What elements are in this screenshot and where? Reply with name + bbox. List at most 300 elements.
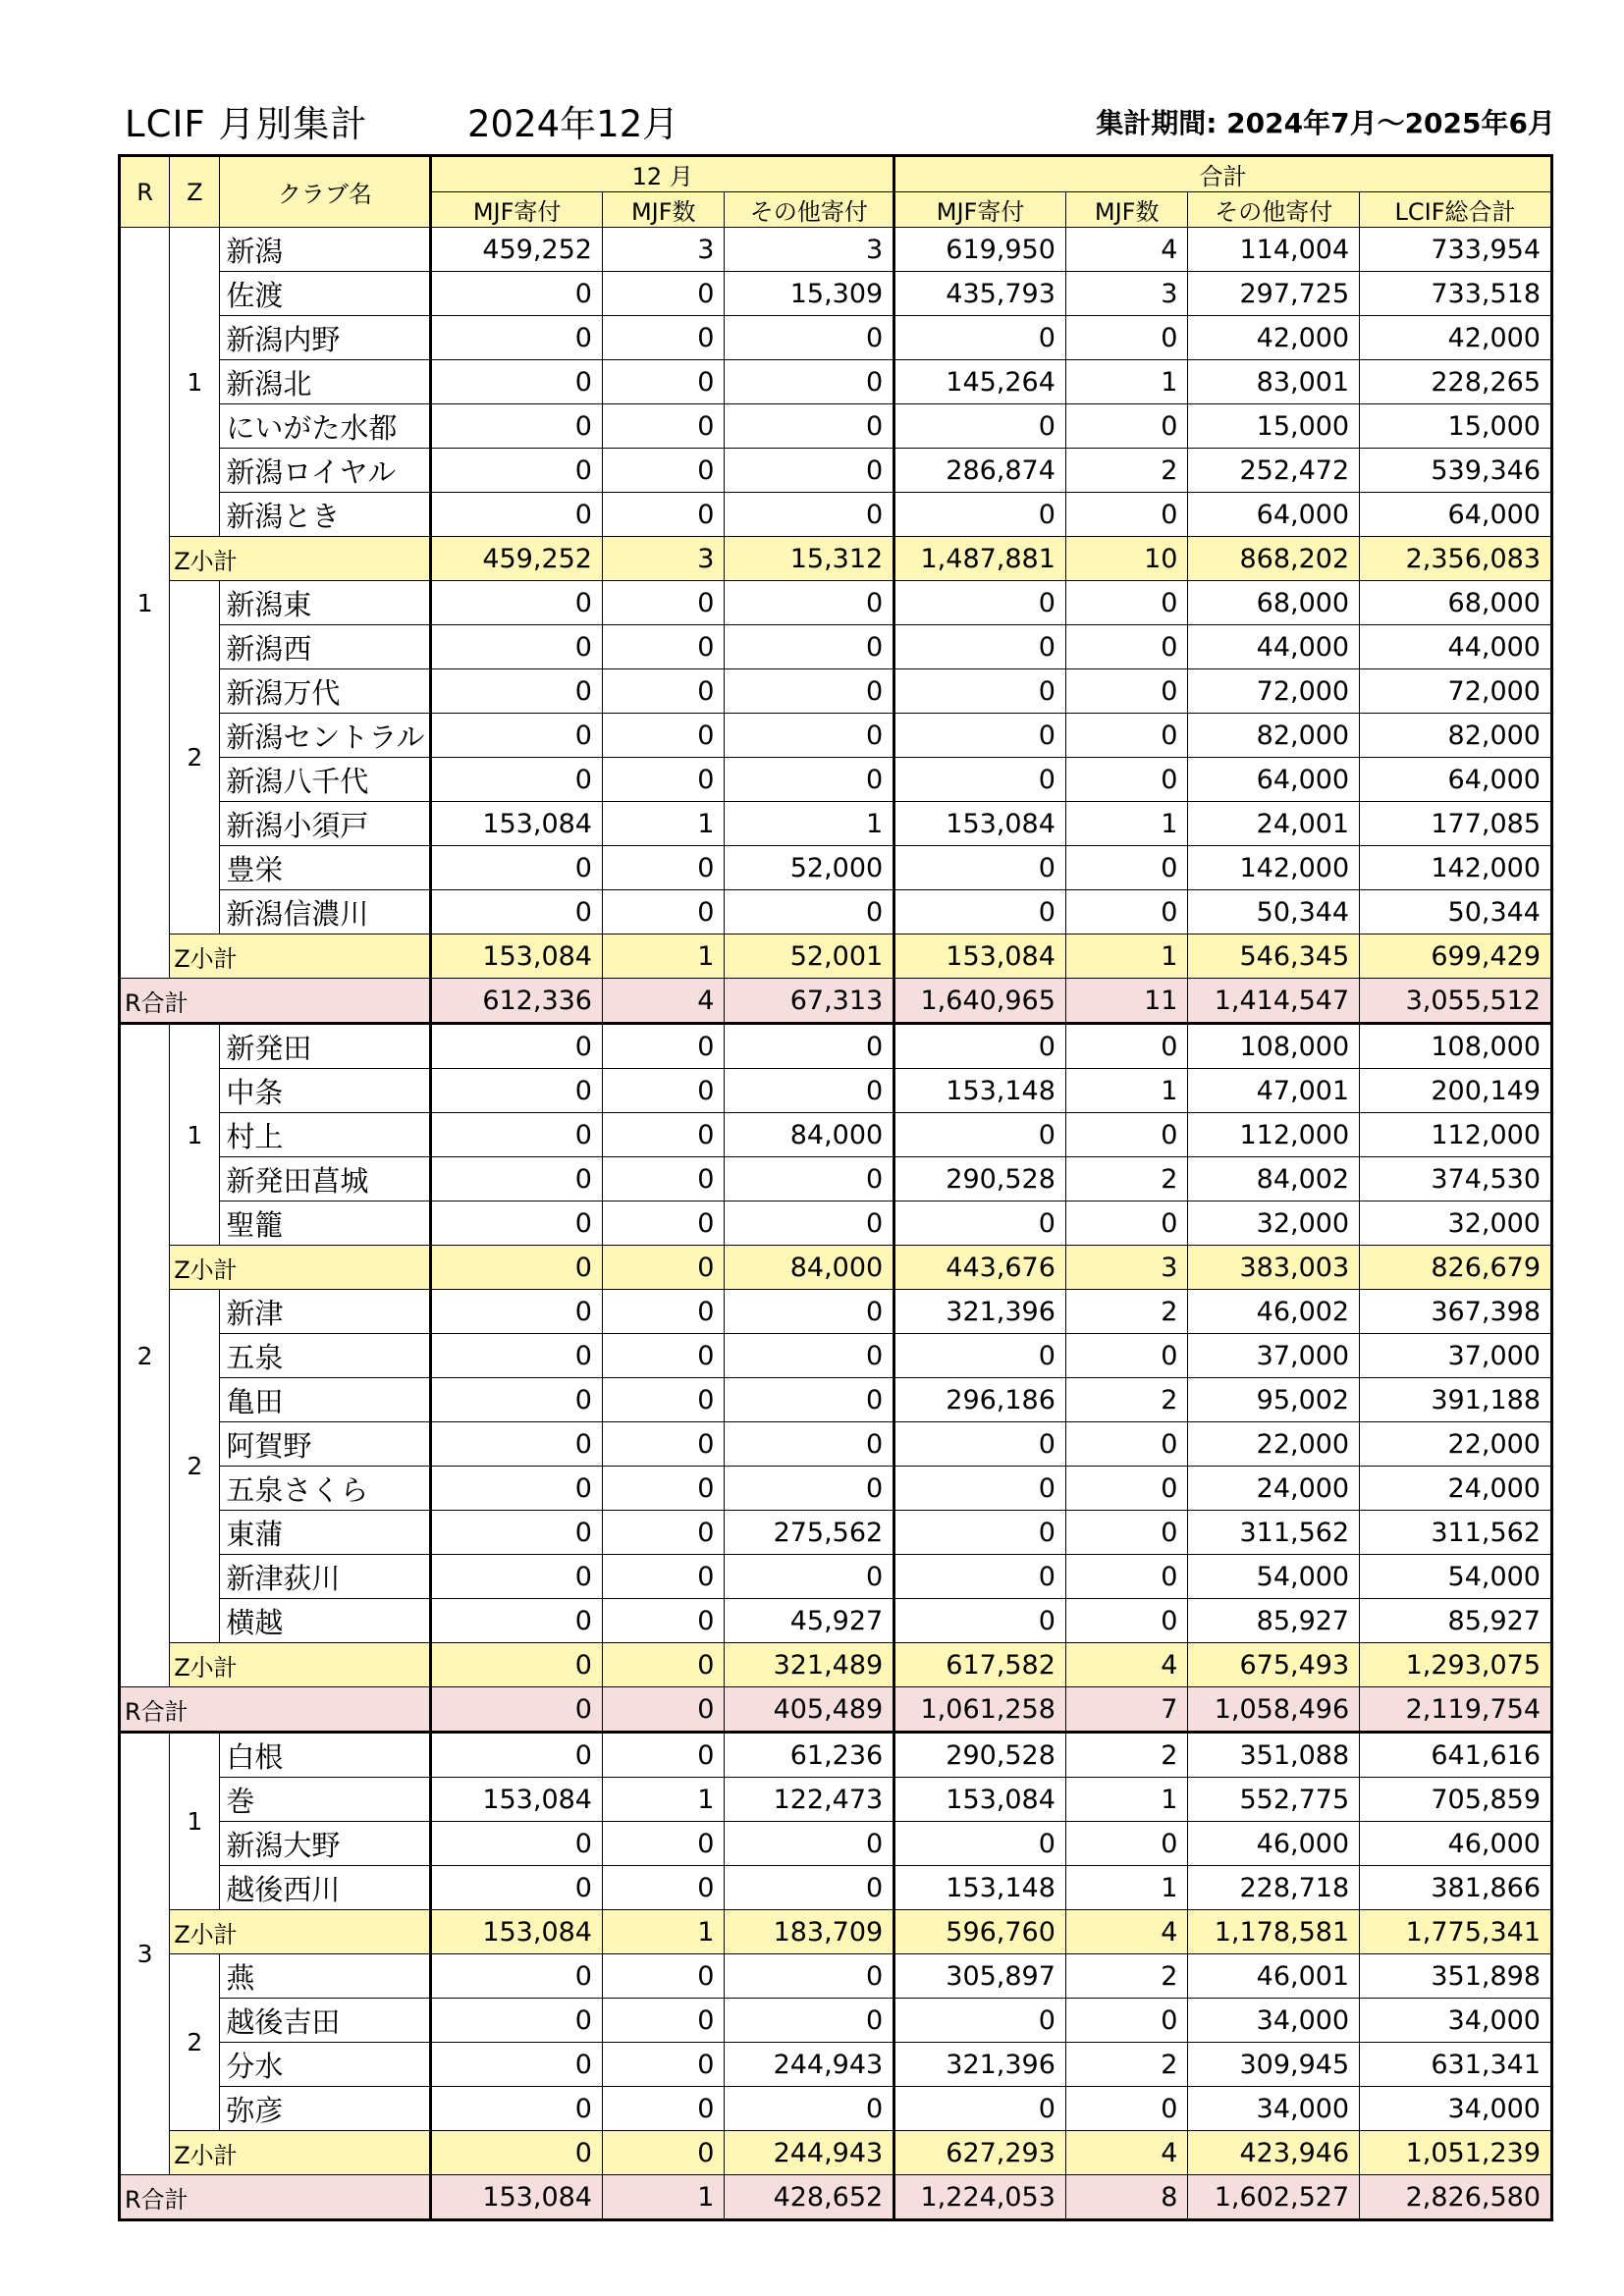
club-name: 白根: [220, 1733, 431, 1778]
club-value-4: 0: [1065, 581, 1188, 625]
club-value-4: 0: [1065, 669, 1188, 714]
table-body: [120, 228, 1552, 2220]
col-header-z: Z: [170, 156, 220, 228]
club-value-1: 0: [602, 404, 725, 449]
table-row: [120, 2087, 1552, 2131]
club-value-0: 0: [431, 1555, 603, 1599]
club-value-3: 0: [894, 1467, 1066, 1511]
col-header-club: クラブ名: [220, 156, 431, 228]
club-value-3: 0: [894, 404, 1066, 449]
club-value-2: 0: [725, 1069, 894, 1113]
zone-subtotal-value-0: 0: [431, 1246, 603, 1290]
club-value-4: 2: [1065, 1378, 1188, 1422]
club-value-2: 0: [725, 1866, 894, 1910]
club-value-5: 46,002: [1188, 1290, 1360, 1334]
club-name: 巻: [220, 1778, 431, 1822]
zone-subtotal-value-6: 1,293,075: [1360, 1643, 1552, 1687]
zone-subtotal-value-6: 1,051,239: [1360, 2131, 1552, 2175]
region-total-value-4: 7: [1065, 1687, 1188, 1733]
table-row: [120, 802, 1552, 846]
zone-subtotal-value-2: 15,312: [725, 537, 894, 581]
zone-number: 1: [170, 1024, 220, 1246]
region-total-value-6: 2,826,580: [1360, 2175, 1552, 2220]
club-value-6: 42,000: [1360, 316, 1552, 360]
club-value-0: 0: [431, 1511, 603, 1555]
region-total-label: R合計: [120, 1687, 431, 1733]
region-total-label: R合計: [120, 979, 431, 1024]
region-total-value-6: 2,119,754: [1360, 1687, 1552, 1733]
region-total-value-3: 1,640,965: [894, 979, 1066, 1024]
region-total-value-0: 0: [431, 1687, 603, 1733]
col-header-lcif-total: LCIF総合計: [1360, 192, 1552, 228]
table-row: [120, 625, 1552, 669]
club-value-1: 0: [602, 1422, 725, 1467]
club-value-3: 296,186: [894, 1378, 1066, 1422]
table-row: [120, 669, 1552, 714]
club-value-6: 381,866: [1360, 1866, 1552, 1910]
club-value-2: 84,000: [725, 1113, 894, 1157]
club-value-2: 0: [725, 1024, 894, 1069]
club-name: 横越: [220, 1599, 431, 1643]
club-name: 新潟万代: [220, 669, 431, 714]
col-header-mjf-gift: MJF寄付: [431, 192, 603, 228]
club-value-4: 0: [1065, 1599, 1188, 1643]
table-row: [120, 1201, 1552, 1246]
club-value-1: 0: [602, 669, 725, 714]
club-value-2: 0: [725, 758, 894, 802]
region-total-value-4: 11: [1065, 979, 1188, 1024]
table-row: [120, 404, 1552, 449]
club-value-2: 15,309: [725, 272, 894, 316]
club-value-4: 0: [1065, 1422, 1188, 1467]
table-row: [120, 228, 1552, 272]
table-row: [120, 890, 1552, 934]
region-total-value-0: 612,336: [431, 979, 603, 1024]
club-value-5: 95,002: [1188, 1378, 1360, 1422]
club-value-5: 64,000: [1188, 758, 1360, 802]
club-value-2: 1: [725, 802, 894, 846]
club-value-0: 0: [431, 1999, 603, 2043]
club-value-5: 42,000: [1188, 316, 1360, 360]
club-value-2: 52,000: [725, 846, 894, 890]
club-value-1: 0: [602, 714, 725, 758]
club-value-2: 0: [725, 1422, 894, 1467]
club-value-3: 0: [894, 581, 1066, 625]
club-value-0: 0: [431, 581, 603, 625]
club-value-5: 228,718: [1188, 1866, 1360, 1910]
table-row: [120, 1733, 1552, 1778]
zone-subtotal-value-6: 2,356,083: [1360, 537, 1552, 581]
table-row: [120, 1378, 1552, 1422]
zone-subtotal-value-1: 0: [602, 1643, 725, 1687]
club-value-3: 0: [894, 1511, 1066, 1555]
zone-subtotal-label: Z小計: [170, 2131, 431, 2175]
club-name: 阿賀野: [220, 1422, 431, 1467]
club-value-0: 0: [431, 2043, 603, 2087]
region-total-value-2: 67,313: [725, 979, 894, 1024]
club-value-0: 0: [431, 1467, 603, 1511]
region-total-label: R合計: [120, 2175, 431, 2220]
region-total-value-3: 1,061,258: [894, 1687, 1066, 1733]
club-value-4: 2: [1065, 1954, 1188, 1999]
club-value-0: 0: [431, 404, 603, 449]
club-value-0: 0: [431, 1024, 603, 1069]
zone-subtotal-value-3: 443,676: [894, 1246, 1066, 1290]
club-value-4: 0: [1065, 890, 1188, 934]
zone-subtotal-label: Z小計: [170, 1910, 431, 1954]
club-value-6: 112,000: [1360, 1113, 1552, 1157]
club-value-3: 0: [894, 1113, 1066, 1157]
club-name: 新潟ロイヤル: [220, 449, 431, 493]
club-value-4: 1: [1065, 802, 1188, 846]
club-value-6: 24,000: [1360, 1467, 1552, 1511]
club-value-2: 0: [725, 360, 894, 404]
col-group-month: 12 月: [431, 156, 894, 192]
club-value-1: 0: [602, 1822, 725, 1866]
club-value-0: 0: [431, 2087, 603, 2131]
table-row: [120, 316, 1552, 360]
club-value-3: 153,148: [894, 1069, 1066, 1113]
table-row: [120, 2043, 1552, 2087]
club-value-3: 0: [894, 1201, 1066, 1246]
club-value-4: 0: [1065, 714, 1188, 758]
club-value-6: 367,398: [1360, 1290, 1552, 1334]
zone-subtotal-value-5: 868,202: [1188, 537, 1360, 581]
region-total-value-5: 1,058,496: [1188, 1687, 1360, 1733]
col-header-total-mjf-gift: MJF寄付: [894, 192, 1066, 228]
club-value-6: 108,000: [1360, 1024, 1552, 1069]
club-value-6: 46,000: [1360, 1822, 1552, 1866]
club-value-2: 0: [725, 449, 894, 493]
club-value-6: 539,346: [1360, 449, 1552, 493]
club-value-0: 0: [431, 493, 603, 537]
region-total-value-2: 405,489: [725, 1687, 894, 1733]
club-value-0: 0: [431, 272, 603, 316]
region-total-value-5: 1,602,527: [1188, 2175, 1360, 2220]
col-header-mjf-count: MJF数: [602, 192, 725, 228]
club-value-1: 0: [602, 1378, 725, 1422]
club-name: 新潟セントラル: [220, 714, 431, 758]
club-value-1: 0: [602, 1290, 725, 1334]
club-name: 村上: [220, 1113, 431, 1157]
club-value-5: 114,004: [1188, 228, 1360, 272]
table-row: [120, 493, 1552, 537]
table-row: [120, 581, 1552, 625]
club-value-4: 2: [1065, 449, 1188, 493]
club-value-1: 0: [602, 2087, 725, 2131]
club-value-1: 0: [602, 360, 725, 404]
club-value-1: 0: [602, 1954, 725, 1999]
club-value-6: 72,000: [1360, 669, 1552, 714]
club-value-3: 0: [894, 2087, 1066, 2131]
club-name: 亀田: [220, 1378, 431, 1422]
club-value-0: 0: [431, 714, 603, 758]
club-name: 新潟とき: [220, 493, 431, 537]
club-value-4: 0: [1065, 625, 1188, 669]
club-value-6: 82,000: [1360, 714, 1552, 758]
club-value-1: 0: [602, 1334, 725, 1378]
club-value-3: 0: [894, 714, 1066, 758]
club-name: 新発田: [220, 1024, 431, 1069]
zone-subtotal-label: Z小計: [170, 537, 431, 581]
club-value-2: 0: [725, 625, 894, 669]
club-value-6: 64,000: [1360, 758, 1552, 802]
table-row: [120, 1866, 1552, 1910]
club-value-2: 3: [725, 228, 894, 272]
club-value-2: 0: [725, 1954, 894, 1999]
zone-subtotal-label: Z小計: [170, 1246, 431, 1290]
club-value-5: 37,000: [1188, 1334, 1360, 1378]
club-value-4: 2: [1065, 1290, 1188, 1334]
club-value-1: 0: [602, 625, 725, 669]
club-value-6: 733,954: [1360, 228, 1552, 272]
club-value-1: 0: [602, 1555, 725, 1599]
club-value-5: 82,000: [1188, 714, 1360, 758]
zone-subtotal-value-2: 52,001: [725, 934, 894, 979]
zone-subtotal-value-0: 0: [431, 2131, 603, 2175]
club-name: 五泉さくら: [220, 1467, 431, 1511]
report-period: 集計期間: 2024年7月～2025年6月: [1096, 107, 1555, 139]
club-value-3: 0: [894, 1822, 1066, 1866]
club-value-4: 1: [1065, 360, 1188, 404]
club-value-0: 0: [431, 449, 603, 493]
club-value-0: 0: [431, 1599, 603, 1643]
club-value-5: 252,472: [1188, 449, 1360, 493]
table-row: [120, 1113, 1552, 1157]
club-value-3: 0: [894, 758, 1066, 802]
club-value-6: 142,000: [1360, 846, 1552, 890]
club-value-1: 0: [602, 1999, 725, 2043]
club-value-2: 275,562: [725, 1511, 894, 1555]
table-row: [120, 1822, 1552, 1866]
club-value-3: 321,396: [894, 1290, 1066, 1334]
zone-subtotal-value-4: 10: [1065, 537, 1188, 581]
club-value-0: 0: [431, 1954, 603, 1999]
club-value-4: 1: [1065, 1069, 1188, 1113]
zone-subtotal-value-1: 3: [602, 537, 725, 581]
zone-subtotal-value-2: 84,000: [725, 1246, 894, 1290]
table-row: [120, 1511, 1552, 1555]
club-name: 新潟東: [220, 581, 431, 625]
table-row: [120, 360, 1552, 404]
club-value-1: 0: [602, 1113, 725, 1157]
club-value-4: 0: [1065, 1511, 1188, 1555]
table-row: [120, 272, 1552, 316]
club-value-3: 145,264: [894, 360, 1066, 404]
club-value-6: 374,530: [1360, 1157, 1552, 1201]
col-header-r: R: [120, 156, 170, 228]
region-total-value-3: 1,224,053: [894, 2175, 1066, 2220]
club-value-5: 24,001: [1188, 802, 1360, 846]
club-value-1: 0: [602, 758, 725, 802]
club-name: 佐渡: [220, 272, 431, 316]
club-value-4: 0: [1065, 316, 1188, 360]
club-value-6: 351,898: [1360, 1954, 1552, 1999]
club-name: 新津: [220, 1290, 431, 1334]
club-value-0: 153,084: [431, 802, 603, 846]
zone-subtotal-value-4: 1: [1065, 934, 1188, 979]
zone-subtotal-row: [120, 1246, 1552, 1290]
club-value-2: 0: [725, 493, 894, 537]
club-value-5: 552,775: [1188, 1778, 1360, 1822]
region-total-value-4: 8: [1065, 2175, 1188, 2220]
club-value-2: 0: [725, 2087, 894, 2131]
club-name: 新潟八千代: [220, 758, 431, 802]
club-value-4: 0: [1065, 1555, 1188, 1599]
zone-subtotal-label: Z小計: [170, 934, 431, 979]
region-number: 2: [120, 1024, 170, 1687]
club-value-2: 0: [725, 1555, 894, 1599]
club-value-0: 0: [431, 316, 603, 360]
club-value-3: 0: [894, 1555, 1066, 1599]
region-number: 1: [120, 228, 170, 979]
club-value-3: 619,950: [894, 228, 1066, 272]
club-value-2: 61,236: [725, 1733, 894, 1778]
club-value-0: 0: [431, 1290, 603, 1334]
table-row: [120, 1555, 1552, 1599]
club-value-4: 2: [1065, 1733, 1188, 1778]
club-value-0: 0: [431, 890, 603, 934]
zone-subtotal-value-4: 3: [1065, 1246, 1188, 1290]
zone-number: 2: [170, 581, 220, 934]
club-value-0: 0: [431, 1733, 603, 1778]
club-value-2: 0: [725, 316, 894, 360]
club-value-5: 68,000: [1188, 581, 1360, 625]
club-value-3: 286,874: [894, 449, 1066, 493]
club-value-3: 0: [894, 1334, 1066, 1378]
club-value-1: 0: [602, 1511, 725, 1555]
club-value-0: 0: [431, 1822, 603, 1866]
region-total-value-1: 1: [602, 2175, 725, 2220]
zone-subtotal-label: Z小計: [170, 1643, 431, 1687]
club-value-4: 0: [1065, 1201, 1188, 1246]
club-value-1: 0: [602, 493, 725, 537]
club-name: 新潟西: [220, 625, 431, 669]
club-value-4: 0: [1065, 2087, 1188, 2131]
club-name: 東蒲: [220, 1511, 431, 1555]
club-value-4: 1: [1065, 1866, 1188, 1910]
club-name: 聖籠: [220, 1201, 431, 1246]
club-value-4: 2: [1065, 2043, 1188, 2087]
zone-number: 1: [170, 228, 220, 537]
lcif-summary-table: [118, 154, 1553, 2221]
table-row: [120, 714, 1552, 758]
club-value-0: 0: [431, 1113, 603, 1157]
club-value-6: 641,616: [1360, 1733, 1552, 1778]
club-value-5: 46,000: [1188, 1822, 1360, 1866]
zone-subtotal-value-5: 546,345: [1188, 934, 1360, 979]
club-value-5: 22,000: [1188, 1422, 1360, 1467]
club-value-1: 0: [602, 1866, 725, 1910]
club-value-0: 0: [431, 1866, 603, 1910]
zone-number: 2: [170, 1290, 220, 1643]
club-value-1: 0: [602, 316, 725, 360]
club-value-6: 15,000: [1360, 404, 1552, 449]
table-row: [120, 846, 1552, 890]
club-value-5: 72,000: [1188, 669, 1360, 714]
club-value-1: 0: [602, 1733, 725, 1778]
club-value-2: 122,473: [725, 1778, 894, 1822]
zone-subtotal-value-1: 1: [602, 1910, 725, 1954]
table-header: [120, 156, 1552, 228]
club-value-6: 34,000: [1360, 1999, 1552, 2043]
club-value-4: 1: [1065, 1778, 1188, 1822]
club-value-6: 50,344: [1360, 890, 1552, 934]
club-value-2: 0: [725, 581, 894, 625]
club-value-5: 34,000: [1188, 2087, 1360, 2131]
club-value-0: 0: [431, 1069, 603, 1113]
club-value-4: 2: [1065, 1157, 1188, 1201]
club-value-4: 0: [1065, 758, 1188, 802]
region-total-value-1: 0: [602, 1687, 725, 1733]
table-row: [120, 1778, 1552, 1822]
zone-subtotal-value-3: 617,582: [894, 1643, 1066, 1687]
zone-subtotal-value-2: 321,489: [725, 1643, 894, 1687]
region-total-value-1: 4: [602, 979, 725, 1024]
club-value-5: 32,000: [1188, 1201, 1360, 1246]
club-value-1: 0: [602, 890, 725, 934]
club-value-5: 24,000: [1188, 1467, 1360, 1511]
zone-subtotal-value-6: 1,775,341: [1360, 1910, 1552, 1954]
club-value-3: 153,084: [894, 802, 1066, 846]
zone-subtotal-value-3: 596,760: [894, 1910, 1066, 1954]
col-header-total-other-gift: その他寄付: [1188, 192, 1360, 228]
club-value-1: 3: [602, 228, 725, 272]
club-value-3: 305,897: [894, 1954, 1066, 1999]
zone-number: 2: [170, 1954, 220, 2131]
zone-number: 1: [170, 1733, 220, 1910]
club-value-6: 68,000: [1360, 581, 1552, 625]
club-value-3: 0: [894, 1024, 1066, 1069]
zone-subtotal-row: [120, 1643, 1552, 1687]
zone-subtotal-value-1: 0: [602, 2131, 725, 2175]
club-value-4: 4: [1065, 228, 1188, 272]
zone-subtotal-value-0: 459,252: [431, 537, 603, 581]
club-value-5: 34,000: [1188, 1999, 1360, 2043]
zone-subtotal-value-0: 0: [431, 1643, 603, 1687]
club-value-1: 0: [602, 2043, 725, 2087]
table-row: [120, 1290, 1552, 1334]
club-value-0: 0: [431, 846, 603, 890]
club-name: 新発田菖城: [220, 1157, 431, 1201]
club-value-5: 142,000: [1188, 846, 1360, 890]
club-value-4: 0: [1065, 1467, 1188, 1511]
club-value-5: 84,002: [1188, 1157, 1360, 1201]
region-total-value-2: 428,652: [725, 2175, 894, 2220]
club-value-6: 37,000: [1360, 1334, 1552, 1378]
zone-subtotal-value-5: 423,946: [1188, 2131, 1360, 2175]
zone-subtotal-value-2: 244,943: [725, 2131, 894, 2175]
club-value-3: 0: [894, 846, 1066, 890]
zone-subtotal-value-1: 0: [602, 1246, 725, 1290]
club-value-5: 50,344: [1188, 890, 1360, 934]
club-name: 新津荻川: [220, 1555, 431, 1599]
club-value-3: 290,528: [894, 1157, 1066, 1201]
club-value-3: 435,793: [894, 272, 1066, 316]
club-value-6: 177,085: [1360, 802, 1552, 846]
club-name: 中条: [220, 1069, 431, 1113]
col-header-other-gift: その他寄付: [725, 192, 894, 228]
club-value-2: 0: [725, 1467, 894, 1511]
club-value-1: 0: [602, 1599, 725, 1643]
club-value-1: 0: [602, 1024, 725, 1069]
club-name: 新潟信濃川: [220, 890, 431, 934]
club-value-4: 0: [1065, 846, 1188, 890]
col-group-total: 合計: [894, 156, 1552, 192]
club-value-5: 64,000: [1188, 493, 1360, 537]
club-value-5: 54,000: [1188, 1555, 1360, 1599]
club-value-3: 0: [894, 669, 1066, 714]
